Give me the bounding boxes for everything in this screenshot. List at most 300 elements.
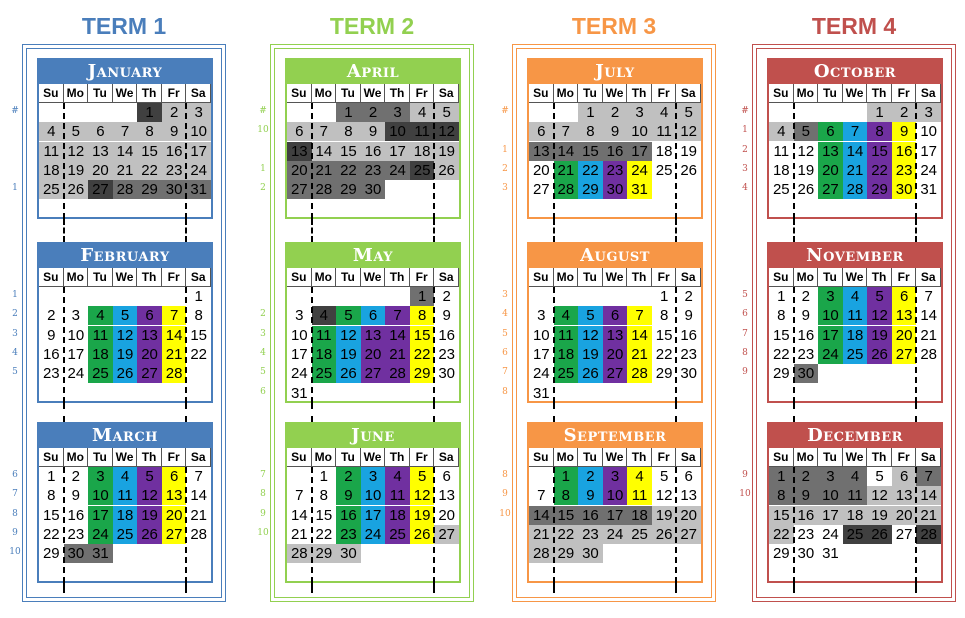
- day-cell[interactable]: 16: [797, 326, 815, 344]
- day-cell[interactable]: 27: [603, 364, 628, 383]
- day-cell[interactable]: 26: [867, 525, 892, 544]
- day-cell[interactable]: 6: [603, 306, 628, 325]
- day-cell[interactable]: 13: [529, 142, 554, 161]
- day-cell[interactable]: 20: [532, 161, 550, 179]
- day-cell[interactable]: 12: [410, 486, 435, 505]
- day-cell[interactable]: 22: [190, 345, 208, 363]
- day-cell[interactable]: 30: [794, 364, 819, 383]
- day-cell[interactable]: 6: [529, 122, 554, 141]
- day-cell[interactable]: 18: [843, 326, 868, 345]
- day-cell[interactable]: 7: [916, 467, 941, 486]
- day-cell[interactable]: 20: [892, 506, 917, 525]
- day-cell[interactable]: 23: [797, 525, 815, 543]
- day-cell[interactable]: 12: [676, 122, 701, 141]
- day-cell[interactable]: 23: [578, 525, 603, 544]
- day-cell[interactable]: 27: [361, 364, 386, 383]
- day-cell[interactable]: 30: [64, 544, 89, 563]
- day-cell[interactable]: 16: [438, 326, 456, 344]
- day-cell[interactable]: 8: [777, 307, 786, 325]
- day-cell[interactable]: 11: [627, 486, 652, 505]
- day-cell[interactable]: 15: [554, 506, 579, 525]
- day-cell[interactable]: 26: [434, 161, 459, 180]
- day-cell[interactable]: 9: [578, 486, 603, 505]
- day-cell[interactable]: 23: [892, 161, 917, 180]
- day-cell[interactable]: 19: [137, 506, 162, 525]
- day-cell[interactable]: 24: [532, 365, 550, 383]
- day-cell[interactable]: 19: [680, 142, 698, 160]
- day-cell[interactable]: 20: [818, 161, 843, 180]
- day-cell[interactable]: 10: [361, 486, 386, 505]
- day-cell[interactable]: 20: [88, 161, 113, 180]
- day-cell[interactable]: 26: [113, 364, 138, 383]
- day-cell[interactable]: 14: [290, 506, 308, 524]
- day-cell[interactable]: 1: [137, 103, 162, 122]
- day-cell[interactable]: 4: [652, 103, 677, 122]
- day-cell[interactable]: 12: [336, 326, 361, 345]
- day-cell[interactable]: 25: [88, 364, 113, 383]
- day-cell[interactable]: 22: [655, 345, 673, 363]
- day-cell[interactable]: 12: [434, 122, 459, 141]
- day-cell[interactable]: 17: [920, 142, 938, 160]
- day-cell[interactable]: 21: [312, 161, 337, 180]
- day-cell[interactable]: 15: [578, 142, 603, 161]
- day-cell[interactable]: 13: [892, 306, 917, 325]
- day-cell[interactable]: 29: [554, 544, 579, 563]
- day-cell[interactable]: 23: [361, 161, 386, 180]
- day-cell[interactable]: 12: [867, 306, 892, 325]
- day-cell[interactable]: 21: [554, 161, 579, 180]
- day-cell[interactable]: 30: [438, 365, 456, 383]
- day-cell[interactable]: 7: [537, 487, 546, 505]
- day-cell[interactable]: 13: [88, 142, 113, 161]
- day-cell[interactable]: 19: [797, 161, 815, 179]
- day-cell[interactable]: 16: [794, 506, 819, 525]
- day-cell[interactable]: 18: [627, 506, 652, 525]
- day-cell[interactable]: 18: [113, 506, 138, 525]
- day-cell[interactable]: 18: [554, 345, 579, 364]
- day-cell[interactable]: 10: [532, 326, 550, 344]
- day-cell[interactable]: 14: [529, 506, 554, 525]
- day-cell[interactable]: 10: [385, 122, 410, 141]
- day-cell[interactable]: 19: [652, 506, 677, 525]
- day-cell[interactable]: 15: [315, 506, 333, 524]
- day-cell[interactable]: 13: [818, 142, 843, 161]
- day-cell[interactable]: 20: [361, 345, 386, 364]
- day-cell[interactable]: 26: [137, 525, 162, 544]
- day-cell[interactable]: 28: [920, 345, 938, 363]
- day-cell[interactable]: 25: [843, 345, 868, 364]
- day-cell[interactable]: 11: [652, 122, 677, 141]
- day-cell[interactable]: 16: [162, 142, 187, 161]
- day-cell[interactable]: 11: [843, 306, 868, 325]
- day-cell[interactable]: 27: [895, 525, 913, 543]
- day-cell[interactable]: 22: [137, 161, 162, 180]
- day-cell[interactable]: 24: [627, 161, 652, 180]
- day-cell[interactable]: 13: [438, 487, 456, 505]
- day-cell[interactable]: 8: [578, 122, 603, 141]
- day-cell[interactable]: 11: [113, 486, 138, 505]
- day-cell[interactable]: 2: [801, 288, 811, 305]
- day-cell[interactable]: 21: [113, 161, 138, 180]
- day-cell[interactable]: 21: [290, 525, 308, 543]
- day-cell[interactable]: 24: [67, 365, 85, 383]
- day-cell[interactable]: 25: [385, 525, 410, 544]
- day-cell[interactable]: 11: [773, 142, 790, 160]
- day-cell[interactable]: 2: [361, 103, 386, 122]
- day-cell[interactable]: 15: [336, 142, 361, 161]
- day-cell[interactable]: 16: [680, 326, 698, 344]
- day-cell[interactable]: 2: [578, 467, 603, 486]
- day-cell[interactable]: 23: [162, 161, 187, 180]
- day-cell[interactable]: 7: [295, 487, 304, 505]
- day-cell[interactable]: 6: [684, 468, 693, 485]
- day-cell[interactable]: 30: [603, 180, 628, 199]
- day-cell[interactable]: 27: [892, 345, 917, 364]
- day-cell[interactable]: 3: [537, 307, 546, 325]
- day-cell[interactable]: 29: [42, 545, 60, 563]
- day-cell[interactable]: 7: [312, 122, 337, 141]
- day-cell[interactable]: 10: [186, 122, 211, 141]
- day-cell[interactable]: 21: [916, 506, 941, 525]
- day-cell[interactable]: 12: [113, 326, 138, 345]
- day-cell[interactable]: 9: [794, 486, 819, 505]
- day-cell[interactable]: 26: [64, 180, 89, 199]
- day-cell[interactable]: 6: [137, 306, 162, 325]
- day-cell[interactable]: 15: [867, 142, 892, 161]
- day-cell[interactable]: 24: [385, 161, 410, 180]
- day-cell[interactable]: 7: [385, 306, 410, 325]
- day-cell[interactable]: 3: [361, 467, 386, 486]
- day-cell[interactable]: 1: [777, 288, 786, 305]
- day-cell[interactable]: 21: [385, 345, 410, 364]
- day-cell[interactable]: 24: [88, 525, 113, 544]
- day-cell[interactable]: 8: [319, 487, 329, 505]
- day-cell[interactable]: 13: [162, 486, 187, 505]
- day-cell[interactable]: 25: [113, 525, 138, 544]
- day-cell[interactable]: 24: [361, 525, 386, 544]
- day-cell[interactable]: 16: [892, 142, 917, 161]
- day-cell[interactable]: 19: [434, 142, 459, 161]
- day-cell[interactable]: 10: [67, 326, 85, 344]
- day-cell[interactable]: 15: [769, 506, 794, 525]
- day-cell[interactable]: 30: [797, 545, 815, 563]
- day-cell[interactable]: 22: [42, 525, 60, 543]
- day-cell[interactable]: 16: [578, 506, 603, 525]
- day-cell[interactable]: 11: [39, 142, 64, 161]
- day-cell[interactable]: 24: [822, 525, 839, 543]
- day-cell[interactable]: 4: [554, 306, 579, 325]
- day-cell[interactable]: 28: [113, 180, 138, 199]
- day-cell[interactable]: 31: [920, 181, 938, 199]
- day-cell[interactable]: 5: [875, 468, 884, 485]
- day-cell[interactable]: 6: [162, 467, 187, 486]
- day-cell[interactable]: 19: [578, 345, 603, 364]
- day-cell[interactable]: 18: [843, 506, 868, 525]
- day-cell[interactable]: 19: [867, 326, 892, 345]
- day-cell[interactable]: 17: [290, 345, 308, 363]
- day-cell[interactable]: 10: [818, 486, 843, 505]
- day-cell[interactable]: 7: [113, 122, 138, 141]
- day-cell[interactable]: 22: [769, 525, 794, 544]
- day-cell[interactable]: 3: [627, 103, 652, 122]
- day-cell[interactable]: 5: [867, 287, 892, 306]
- day-cell[interactable]: 2: [162, 103, 187, 122]
- day-cell[interactable]: 27: [287, 180, 312, 199]
- day-cell[interactable]: 7: [924, 288, 933, 305]
- day-cell[interactable]: 5: [659, 468, 669, 485]
- day-cell[interactable]: 12: [578, 326, 603, 345]
- day-cell[interactable]: 14: [554, 142, 579, 161]
- day-cell[interactable]: 6: [818, 122, 843, 141]
- day-cell[interactable]: 9: [684, 307, 693, 325]
- day-cell[interactable]: 2: [603, 103, 628, 122]
- day-cell[interactable]: 5: [410, 467, 435, 486]
- day-cell[interactable]: 28: [554, 180, 579, 199]
- day-cell[interactable]: 14: [920, 307, 938, 325]
- day-cell[interactable]: 4: [39, 122, 64, 141]
- day-cell[interactable]: 3: [818, 287, 843, 306]
- day-cell[interactable]: 29: [137, 180, 162, 199]
- day-cell[interactable]: 22: [554, 525, 579, 544]
- day-cell[interactable]: 18: [88, 345, 113, 364]
- day-cell[interactable]: 17: [186, 142, 211, 161]
- day-cell[interactable]: 4: [113, 467, 138, 486]
- day-cell[interactable]: 26: [336, 364, 361, 383]
- day-cell[interactable]: 31: [627, 180, 652, 199]
- day-cell[interactable]: 13: [361, 326, 386, 345]
- day-cell[interactable]: 10: [290, 326, 308, 344]
- day-cell[interactable]: 28: [312, 180, 337, 199]
- day-cell[interactable]: 1: [410, 287, 435, 306]
- day-cell[interactable]: 19: [113, 345, 138, 364]
- day-cell[interactable]: 3: [385, 103, 410, 122]
- day-cell[interactable]: 27: [818, 180, 843, 199]
- day-cell[interactable]: 23: [603, 161, 628, 180]
- day-cell[interactable]: 5: [794, 122, 819, 141]
- day-cell[interactable]: 20: [892, 326, 917, 345]
- day-cell[interactable]: 1: [867, 103, 892, 122]
- day-cell[interactable]: 5: [336, 306, 361, 325]
- day-cell[interactable]: 14: [162, 326, 187, 345]
- day-cell[interactable]: 9: [47, 326, 56, 344]
- day-cell[interactable]: 31: [88, 544, 113, 563]
- day-cell[interactable]: 25: [39, 180, 64, 199]
- day-cell[interactable]: 3: [916, 103, 941, 122]
- day-cell[interactable]: 9: [71, 487, 81, 505]
- day-cell[interactable]: 23: [680, 345, 698, 363]
- day-cell[interactable]: 5: [578, 306, 603, 325]
- day-cell[interactable]: 15: [772, 326, 790, 344]
- day-cell[interactable]: 31: [822, 545, 839, 563]
- day-cell[interactable]: 26: [410, 525, 435, 544]
- day-cell[interactable]: 12: [655, 487, 673, 505]
- day-cell[interactable]: 15: [190, 326, 208, 344]
- day-cell[interactable]: 13: [892, 486, 917, 505]
- day-cell[interactable]: 25: [655, 161, 673, 179]
- day-cell[interactable]: 14: [113, 142, 138, 161]
- day-cell[interactable]: 12: [867, 486, 892, 505]
- day-cell[interactable]: 6: [442, 468, 451, 485]
- day-cell[interactable]: 28: [287, 544, 312, 563]
- day-cell[interactable]: 4: [385, 467, 410, 486]
- day-cell[interactable]: 20: [137, 345, 162, 364]
- day-cell[interactable]: 30: [892, 180, 917, 199]
- day-cell[interactable]: 22: [578, 161, 603, 180]
- day-cell[interactable]: 2: [892, 103, 917, 122]
- day-cell[interactable]: 25: [312, 364, 337, 383]
- day-cell[interactable]: 9: [442, 307, 451, 325]
- day-cell[interactable]: 18: [772, 161, 790, 179]
- day-cell[interactable]: 10: [818, 306, 843, 325]
- day-cell[interactable]: 29: [772, 365, 790, 383]
- day-cell[interactable]: 5: [113, 306, 138, 325]
- day-cell[interactable]: 19: [336, 345, 361, 364]
- day-cell[interactable]: 18: [385, 506, 410, 525]
- day-cell[interactable]: 23: [438, 345, 456, 363]
- day-cell[interactable]: 31: [290, 384, 308, 402]
- day-cell[interactable]: 8: [659, 307, 669, 325]
- day-cell[interactable]: 27: [676, 525, 701, 544]
- day-cell[interactable]: 10: [627, 122, 652, 141]
- day-cell[interactable]: 2: [71, 468, 81, 485]
- day-cell[interactable]: 20: [603, 345, 628, 364]
- day-cell[interactable]: 31: [532, 384, 550, 402]
- day-cell[interactable]: 3: [818, 467, 843, 486]
- day-cell[interactable]: 7: [162, 306, 187, 325]
- day-cell[interactable]: 12: [137, 486, 162, 505]
- day-cell[interactable]: 11: [410, 122, 435, 141]
- day-cell[interactable]: 2: [47, 307, 56, 325]
- day-cell[interactable]: 4: [769, 122, 794, 141]
- day-cell[interactable]: 1: [554, 467, 579, 486]
- day-cell[interactable]: 11: [843, 486, 868, 505]
- day-cell[interactable]: 28: [843, 180, 868, 199]
- day-cell[interactable]: 26: [652, 525, 677, 544]
- day-cell[interactable]: 16: [67, 506, 85, 524]
- day-cell[interactable]: 29: [336, 180, 361, 199]
- day-cell[interactable]: 24: [186, 161, 211, 180]
- day-cell[interactable]: 23: [797, 345, 815, 363]
- day-cell[interactable]: 9: [801, 307, 811, 325]
- day-cell[interactable]: 8: [194, 307, 203, 325]
- day-cell[interactable]: 4: [843, 287, 868, 306]
- day-cell[interactable]: 6: [88, 122, 113, 141]
- day-cell[interactable]: 16: [42, 345, 60, 363]
- day-cell[interactable]: 5: [434, 103, 459, 122]
- day-cell[interactable]: 24: [818, 345, 843, 364]
- day-cell[interactable]: 19: [410, 506, 435, 525]
- day-cell[interactable]: 17: [818, 506, 843, 525]
- day-cell[interactable]: 29: [410, 364, 435, 383]
- day-cell[interactable]: 17: [818, 326, 843, 345]
- day-cell[interactable]: 14: [916, 486, 941, 505]
- day-cell[interactable]: 27: [88, 180, 113, 199]
- day-cell[interactable]: 21: [190, 506, 208, 524]
- day-cell[interactable]: 20: [162, 506, 187, 525]
- day-cell[interactable]: 7: [627, 306, 652, 325]
- day-cell[interactable]: 21: [627, 345, 652, 364]
- day-cell[interactable]: 18: [410, 142, 435, 161]
- day-cell[interactable]: 11: [385, 486, 410, 505]
- day-cell[interactable]: 7: [194, 468, 203, 485]
- day-cell[interactable]: 25: [772, 181, 790, 199]
- day-cell[interactable]: 1: [319, 468, 329, 485]
- day-cell[interactable]: 16: [336, 506, 361, 525]
- day-cell[interactable]: 1: [659, 288, 669, 305]
- day-cell[interactable]: 6: [892, 287, 917, 306]
- day-cell[interactable]: 19: [867, 506, 892, 525]
- day-cell[interactable]: 8: [336, 122, 361, 141]
- day-cell[interactable]: 26: [797, 181, 815, 199]
- day-cell[interactable]: 14: [627, 326, 652, 345]
- day-cell[interactable]: 3: [186, 103, 211, 122]
- day-cell[interactable]: 17: [361, 506, 386, 525]
- day-cell[interactable]: 13: [137, 326, 162, 345]
- day-cell[interactable]: 18: [39, 161, 64, 180]
- day-cell[interactable]: 25: [627, 525, 652, 544]
- day-cell[interactable]: 22: [336, 161, 361, 180]
- day-cell[interactable]: 28: [529, 544, 554, 563]
- day-cell[interactable]: 31: [186, 180, 211, 199]
- day-cell[interactable]: 16: [361, 142, 386, 161]
- day-cell[interactable]: 5: [64, 122, 89, 141]
- day-cell[interactable]: 14: [843, 142, 868, 161]
- day-cell[interactable]: 29: [867, 180, 892, 199]
- day-cell[interactable]: 17: [627, 142, 652, 161]
- day-cell[interactable]: 30: [361, 180, 386, 199]
- day-cell[interactable]: 28: [190, 525, 208, 543]
- day-cell[interactable]: 9: [336, 486, 361, 505]
- day-cell[interactable]: 17: [603, 506, 628, 525]
- day-cell[interactable]: 15: [655, 326, 673, 344]
- day-cell[interactable]: 6: [361, 306, 386, 325]
- day-cell[interactable]: 30: [162, 180, 187, 199]
- day-cell[interactable]: 26: [680, 161, 698, 179]
- day-cell[interactable]: 13: [287, 142, 312, 161]
- day-cell[interactable]: 22: [410, 345, 435, 364]
- day-cell[interactable]: 1: [336, 103, 361, 122]
- day-cell[interactable]: 8: [410, 306, 435, 325]
- day-cell[interactable]: 7: [554, 122, 579, 141]
- day-cell[interactable]: 26: [578, 364, 603, 383]
- day-cell[interactable]: 4: [88, 306, 113, 325]
- day-cell[interactable]: 9: [603, 122, 628, 141]
- day-cell[interactable]: 3: [71, 307, 81, 325]
- day-cell[interactable]: 4: [410, 103, 435, 122]
- day-cell[interactable]: 10: [603, 486, 628, 505]
- day-cell[interactable]: 4: [843, 467, 868, 486]
- day-cell[interactable]: 27: [434, 525, 459, 544]
- day-cell[interactable]: 23: [67, 525, 85, 543]
- day-cell[interactable]: 13: [680, 487, 698, 505]
- day-cell[interactable]: 29: [312, 544, 337, 563]
- day-cell[interactable]: 27: [137, 364, 162, 383]
- day-cell[interactable]: 25: [410, 161, 435, 180]
- day-cell[interactable]: 25: [843, 525, 868, 544]
- day-cell[interactable]: 1: [578, 103, 603, 122]
- day-cell[interactable]: 4: [627, 467, 652, 486]
- day-cell[interactable]: 15: [137, 142, 162, 161]
- day-cell[interactable]: 28: [916, 525, 941, 544]
- day-cell[interactable]: 14: [190, 487, 208, 505]
- day-cell[interactable]: 21: [920, 326, 938, 344]
- day-cell[interactable]: 12: [64, 142, 89, 161]
- day-cell[interactable]: 2: [442, 288, 451, 305]
- day-cell[interactable]: 1: [194, 288, 203, 305]
- day-cell[interactable]: 2: [794, 467, 819, 486]
- day-cell[interactable]: 1: [47, 468, 56, 485]
- day-cell[interactable]: 15: [410, 326, 435, 345]
